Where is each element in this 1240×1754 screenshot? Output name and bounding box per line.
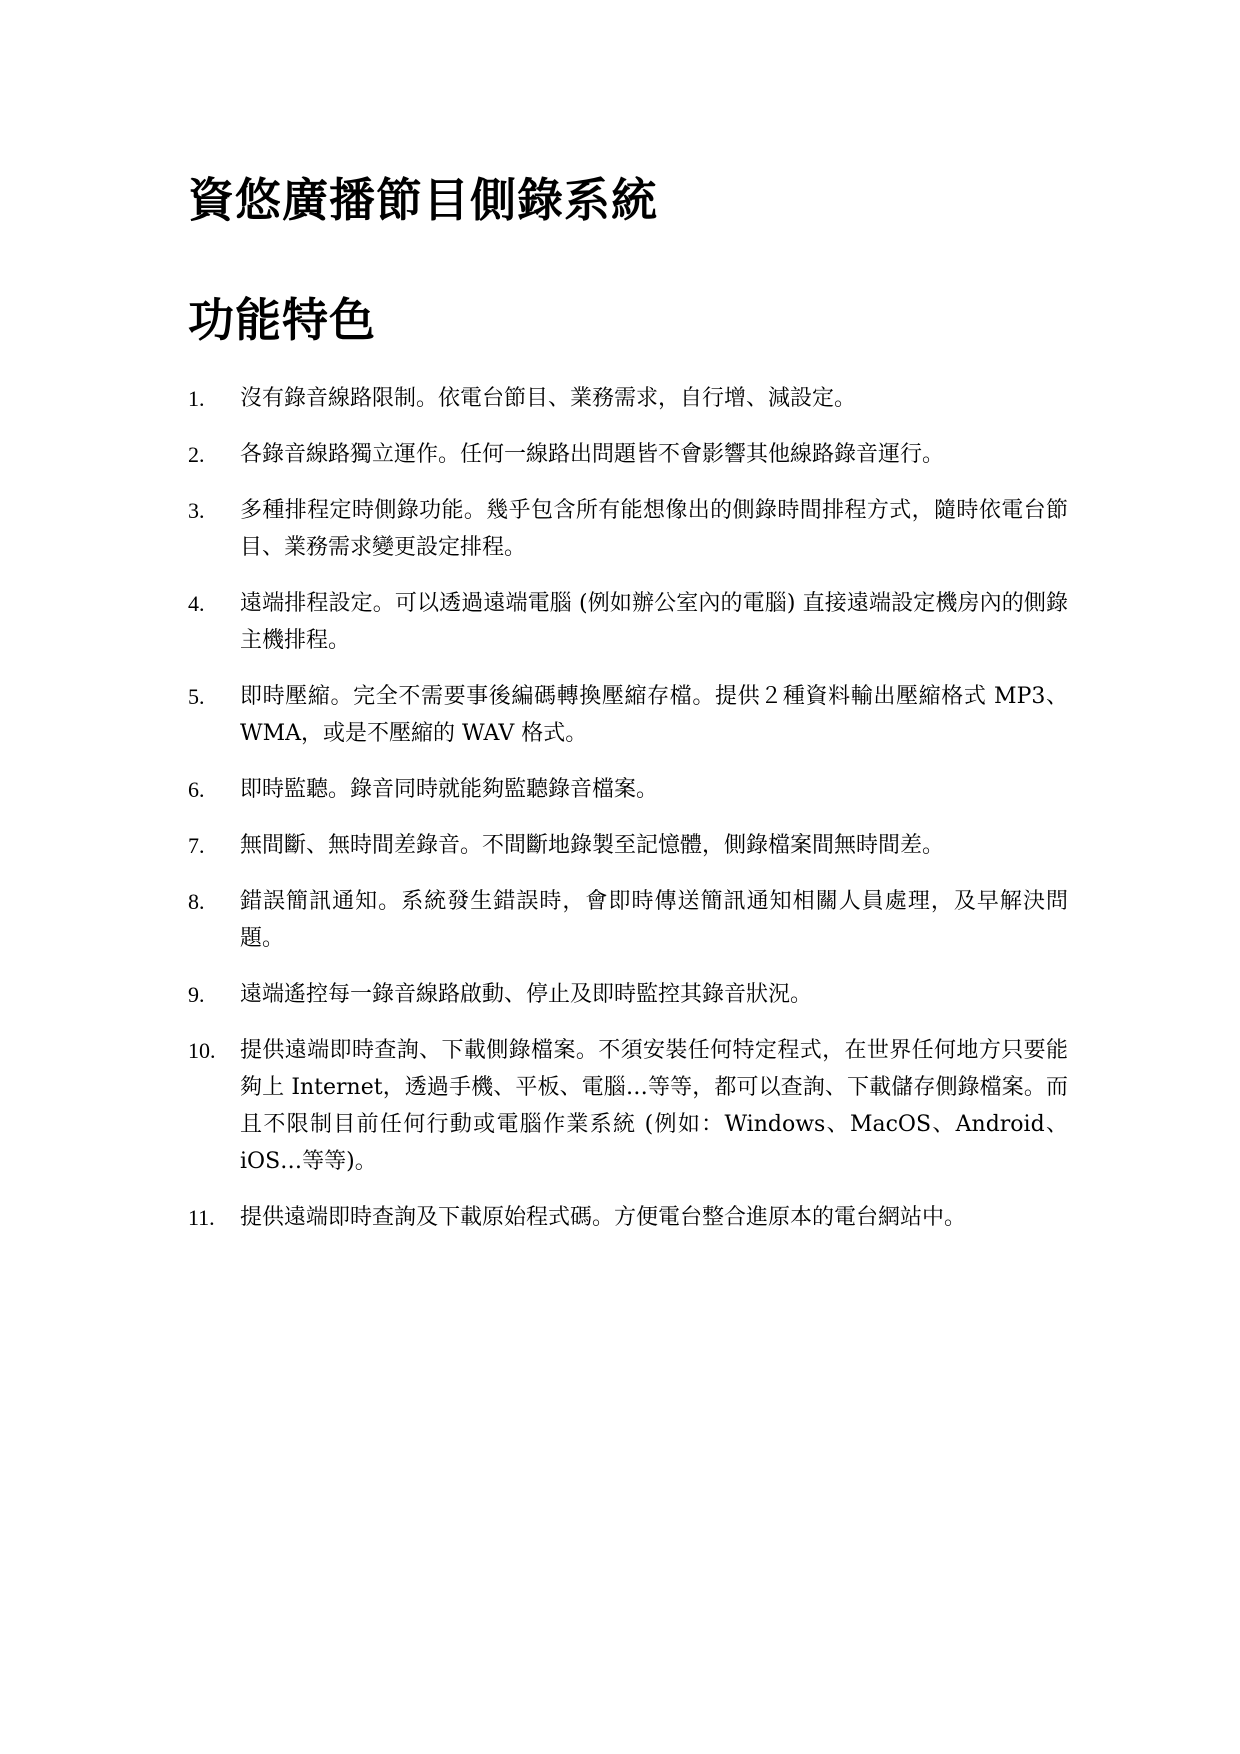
feature-number: 6. — [188, 777, 205, 802]
feature-number: 5. — [188, 684, 205, 709]
document-page — [188, 170, 1068, 1255]
feature-text: 提供遠端即時查詢及下載原始程式碼。方便電台整合進原本的電台網站中。 — [240, 1205, 967, 1230]
feature-text: 即時監聽。錄音同時就能夠監聽錄音檔案。 — [240, 777, 659, 802]
feature-number: 3. — [188, 498, 205, 523]
feature-item — [188, 380, 1068, 417]
feature-item — [188, 976, 1068, 1013]
feature-text: 遠端排程設定。可以透過遠端電腦 (例如辦公室內的電腦) 直接遠端設定機房內的側錄主機排程。 — [240, 591, 1068, 653]
feature-item — [188, 1199, 1068, 1236]
document-title: 資悠廣播節目側錄系統 — [188, 173, 658, 227]
feature-item — [188, 883, 1068, 957]
feature-number: 1. — [188, 386, 205, 411]
feature-item — [188, 771, 1068, 808]
feature-text: 提供遠端即時查詢、下載側錄檔案。不須安裝任何特定程式，在世界任何地方只要能夠上 Internet，透過手機、平板、電腦…等等，都可以查詢、下載儲存側錄檔案。而且不限制目前任何行動或電腦作業系統 (例如：Windows、MacOS、Android、iOS…等等)。 — [240, 1038, 1068, 1174]
feature-item — [188, 492, 1068, 566]
feature-text: 無間斷、無時間差錄音。不間斷地錄製至記憶體，側錄檔案間無時間差。 — [240, 833, 945, 858]
feature-number: 7. — [188, 833, 205, 858]
section-title: 功能特色 — [188, 293, 376, 347]
feature-text: 遠端遙控每一錄音線路啟動、停止及即時監控其錄音狀況。 — [240, 982, 813, 1007]
feature-text: 沒有錄音線路限制。依電台節目、業務需求，自行增、減設定。 — [240, 386, 857, 411]
feature-item — [188, 678, 1068, 752]
feature-list — [188, 380, 1068, 1236]
feature-number: 9. — [188, 982, 205, 1007]
feature-number: 2. — [188, 442, 205, 467]
feature-text: 多種排程定時側錄功能。幾乎包含所有能想像出的側錄時間排程方式，隨時依電台節目、業務需求變更設定排程。 — [240, 498, 1068, 560]
feature-text: 各錄音線路獨立運作。任何一線路出問題皆不會影響其他線路錄音運行。 — [240, 442, 945, 467]
feature-text: 即時壓縮。完全不需要事後編碼轉換壓縮存檔。提供２種資料輸出壓縮格式 MP3、WMA，或是不壓縮的 WAV 格式。 — [240, 684, 1068, 746]
feature-number: 10. — [188, 1038, 216, 1063]
feature-item — [188, 585, 1068, 659]
feature-item — [188, 827, 1068, 864]
feature-text: 錯誤簡訊通知。系統發生錯誤時，會即時傳送簡訊通知相關人員處理，及早解決問題。 — [240, 889, 1068, 951]
feature-number: 11. — [188, 1205, 215, 1230]
feature-item — [188, 436, 1068, 473]
feature-number: 4. — [188, 591, 205, 616]
feature-number: 8. — [188, 889, 205, 914]
feature-item — [188, 1032, 1068, 1180]
